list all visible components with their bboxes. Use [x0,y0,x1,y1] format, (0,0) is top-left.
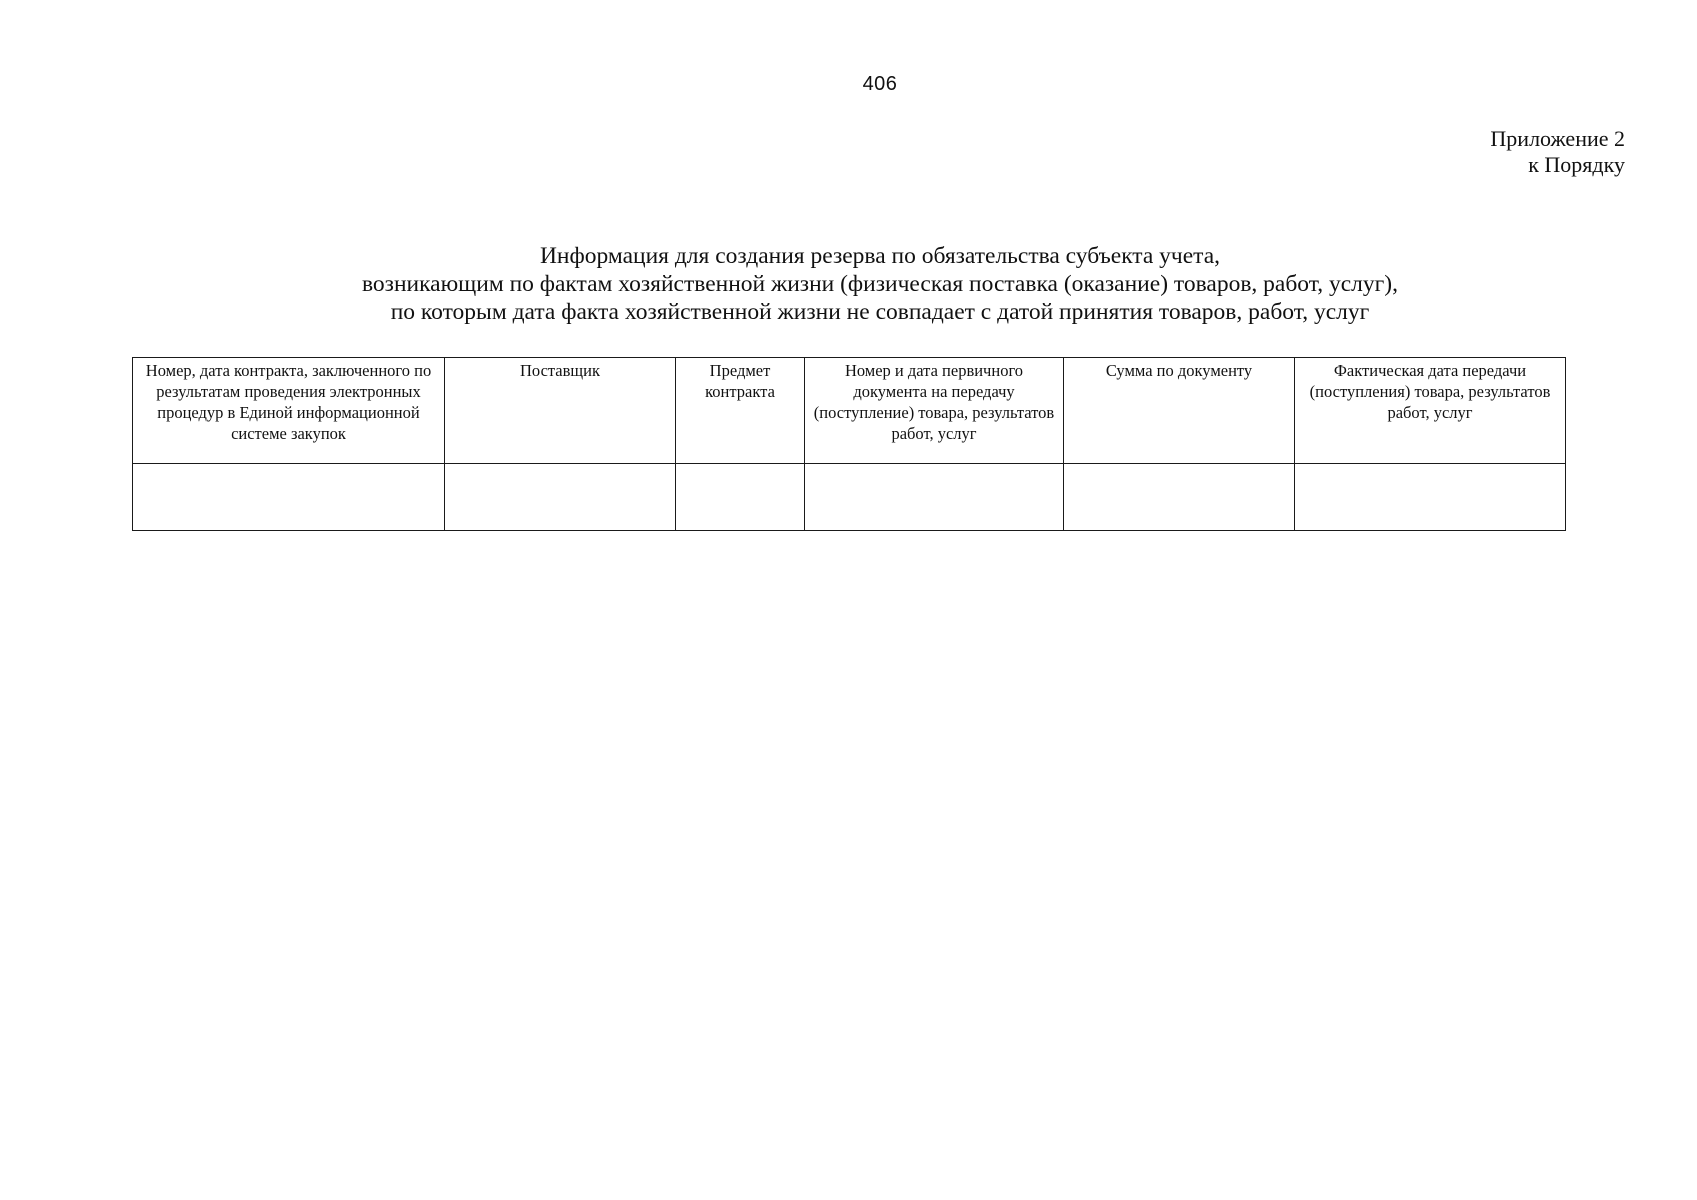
table-row [133,464,1566,531]
column-header-actual-date: Фактическая дата передачи (поступления) товара, результатов работ, услуг [1295,358,1566,464]
column-header-primary-document: Номер и дата первичного документа на передачу (поступление) товара, результатов работ, услуг [805,358,1064,464]
appendix-label [1490,126,1625,178]
title-line-1: Информация для создания резерва по обязательства субъекта учета, [539,243,1221,269]
table-header-row [133,358,1566,464]
column-header-amount: Сумма по документу [1064,358,1295,464]
title-line-3: по которым дата факта хозяйственной жизни не совпадает с датой принятия товаров, работ, услуг [390,299,1370,325]
document-title [0,242,1697,326]
column-header-supplier: Поставщик [445,358,676,464]
column-header-subject: Предмет контракта [676,358,805,464]
title-line-2: возникающим по фактам хозяйственной жизни (физическая поставка (оказание) товаров, работ, услуг), [361,271,1398,297]
table-cell [1064,464,1295,531]
table-cell [1295,464,1566,531]
table-cell [445,464,676,531]
table-cell [805,464,1064,531]
page-number: 406 [862,73,898,95]
table-cell [676,464,805,531]
column-header-contract: Номер, дата контракта, заключенного по результатам проведения электронных процедур в Единой информационной системе закупок [133,358,445,464]
appendix-line-2: к Порядку [1528,152,1625,177]
appendix-line-1: Приложение 2 [1490,126,1625,151]
table-cell [133,464,445,531]
reserve-info-table [132,357,1566,531]
